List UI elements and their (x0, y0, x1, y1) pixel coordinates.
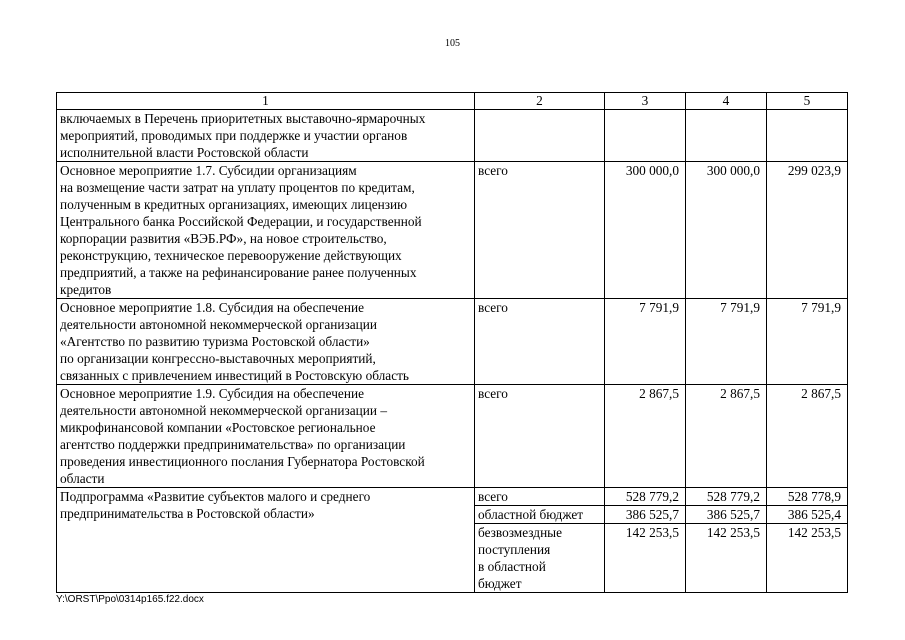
row-value-3: 300 000,0 (605, 162, 686, 299)
header-col-1: 1 (57, 93, 475, 110)
row-description: включаемых в Перечень приоритетных выставочно-ярмарочных мероприятий, проводимых при поддержке и участии органов исполнительной власти Ростовской области (57, 110, 475, 162)
subprogram-value-4: 528 779,2 (686, 488, 767, 506)
row-value-3: 2 867,5 (605, 385, 686, 488)
header-col-4: 4 (686, 93, 767, 110)
subprogram-source: безвозмездные поступления в областной бюджет (475, 524, 605, 593)
row-value-3 (605, 110, 686, 162)
row-value-4 (686, 110, 767, 162)
header-col-2: 2 (475, 93, 605, 110)
header-col-3: 3 (605, 93, 686, 110)
subprogram-value-5: 142 253,5 (767, 524, 848, 593)
row-value-5: 2 867,5 (767, 385, 848, 488)
subprogram-value-4: 142 253,5 (686, 524, 767, 593)
subprogram-value-3: 528 779,2 (605, 488, 686, 506)
subprogram-source: областной бюджет (475, 506, 605, 524)
subprogram-value-3: 142 253,5 (605, 524, 686, 593)
table-row (57, 110, 848, 162)
subprogram-value-5: 528 778,9 (767, 488, 848, 506)
row-description: Основное мероприятие 1.7. Субсидии организациям на возмещение части затрат на уплату процентов по кредитам, полученным в кредитных организациях, имеющих лицензию Центрального банка Российской Федерации, и государственной корпорации развития «ВЭБ.РФ», на новое строительство, реконструкцию, техническое перевооружение действующих предприятий, а также на рефинансирование ранее полученных кредитов (57, 162, 475, 299)
subprogram-source: всего (475, 488, 605, 506)
row-source: всего (475, 385, 605, 488)
row-value-4: 2 867,5 (686, 385, 767, 488)
header-row (57, 93, 848, 110)
subprogram-value-5: 386 525,4 (767, 506, 848, 524)
row-value-5: 7 791,9 (767, 299, 848, 385)
row-source (475, 110, 605, 162)
table-row (57, 385, 848, 488)
subprogram-row (57, 488, 848, 506)
row-value-5 (767, 110, 848, 162)
row-value-3: 7 791,9 (605, 299, 686, 385)
program-table (56, 92, 848, 593)
file-path-footer: Y:\ORST\Ppo\0314p165.f22.docx (56, 594, 204, 605)
row-value-4: 7 791,9 (686, 299, 767, 385)
row-description: Основное мероприятие 1.8. Субсидия на обеспечение деятельности автономной некоммерческой организации «Агентство по развитию туризма Ростовской области» по организации конгрессно-выставочных мероприятий, связанных с привлечением инвестиций в Ростовскую область (57, 299, 475, 385)
header-col-5: 5 (767, 93, 848, 110)
row-source: всего (475, 299, 605, 385)
row-value-5: 299 023,9 (767, 162, 848, 299)
row-description: Основное мероприятие 1.9. Субсидия на обеспечение деятельности автономной некоммерческой организации – микрофинансовой компании «Ростовское региональное агентство поддержки предпринимательства» по организации проведения инвестиционного послания Губернатора Ростовской области (57, 385, 475, 488)
subprogram-value-4: 386 525,7 (686, 506, 767, 524)
table-row (57, 299, 848, 385)
table-row (57, 162, 848, 299)
row-source: всего (475, 162, 605, 299)
subprogram-value-3: 386 525,7 (605, 506, 686, 524)
page-number: 105 (445, 38, 460, 49)
subprogram-description: Подпрограмма «Развитие субъектов малого и среднего предпринимательства в Ростовской области» (57, 488, 475, 593)
row-value-4: 300 000,0 (686, 162, 767, 299)
